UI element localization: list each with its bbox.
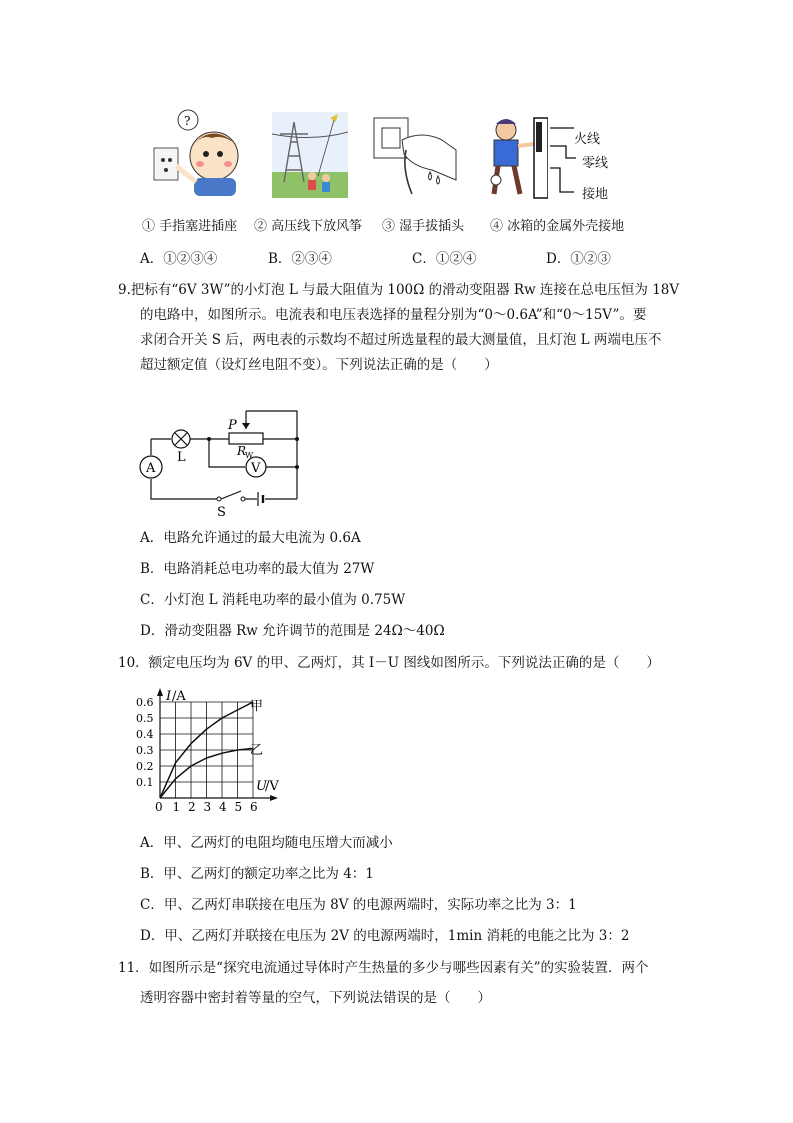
- q10-stem: 10．额定电压均为 6V 的甲、乙两灯，其 I－U 图线如图所示。下列说法正确的是（ ）: [118, 655, 660, 671]
- y-tick-label: 0.6: [136, 696, 154, 709]
- fridge-label-ground: 接地: [582, 187, 609, 202]
- child-socket-illustration: [152, 108, 247, 198]
- slider-label: P: [228, 418, 237, 433]
- svg-text:?: ?: [184, 114, 191, 128]
- x-tick-label: 3: [203, 800, 212, 814]
- series-label-jia: 甲: [250, 699, 264, 714]
- iu-chart: [130, 686, 300, 818]
- q9-option-c: C．小灯泡 L 消耗电功率的最小值为 0.75W: [140, 592, 406, 608]
- q10-option-d: D．甲、乙两灯并联接在电压为 2V 的电源两端时，1min 消耗的电能之比为 3：2: [140, 928, 630, 944]
- q11-stem-line-1: 11．如图所示是“探究电流通过导体时产生热量的多少与哪些因素有关”的实验装置．两个: [118, 960, 649, 976]
- y-axis-unit: /A: [172, 689, 186, 704]
- fridge-label-live: 火线: [574, 132, 601, 147]
- y-axis-var: I: [166, 689, 172, 704]
- q9-stem-line-1: 9.把标有“6V 3W”的小灯泡 L 与最大阻值为 100Ω 的滑动变阻器 Rw 连接在总电压恒为 18V: [118, 282, 680, 298]
- x-tick-label: 5: [234, 800, 243, 814]
- q9-stem-line-4: 超过额定值（设灯丝电阻不变）。下列说法正确的是（ ）: [140, 357, 498, 373]
- q8-option-c: C．①②④: [412, 251, 477, 267]
- q9-option-a: A．电路允许通过的最大电流为 0.6A: [140, 530, 361, 546]
- ammeter-label: A: [146, 461, 156, 476]
- q8-caption-1: ① 手指塞进插座: [142, 219, 238, 234]
- y-tick-label: 0.2: [136, 760, 154, 773]
- q8-option-d: D．①②③: [546, 251, 611, 267]
- fridge-person-illustration: [486, 114, 548, 200]
- x-tick-label: 1: [172, 800, 181, 814]
- q8-caption-2: ② 高压线下放风筝: [254, 219, 363, 234]
- lamp-label: L: [177, 450, 186, 465]
- series-label-yi: 乙: [250, 743, 264, 758]
- q8-caption-4: ④ 冰箱的金属外壳接地: [490, 219, 625, 234]
- rheostat-sub-label: W: [245, 451, 254, 460]
- x-axis-var: U: [256, 779, 267, 794]
- y-tick-label: 0.5: [136, 712, 154, 725]
- x-tick-label: 4: [219, 800, 227, 814]
- q8-option-a: A．①②③④: [140, 251, 218, 267]
- x-axis-unit: /V: [265, 779, 279, 794]
- q10-option-a: A．甲、乙两灯的电阻均随电压增大而减小: [140, 835, 393, 851]
- wet-hand-plug-illustration: [372, 110, 458, 198]
- q10-option-c: C．甲、乙两灯串联接在电压为 8V 的电源两端时，实际功率之比为 3：1: [140, 897, 577, 913]
- q9-option-d: D．滑动变阻器 Rw 允许调节的范围是 24Ω～40Ω: [140, 623, 445, 639]
- y-tick-label: 0.3: [136, 744, 154, 757]
- x-tick-label: 6: [250, 800, 258, 814]
- voltmeter-label: V: [251, 461, 261, 476]
- q9-stem-line-3: 求闭合开关 S 后，两电表的示数均不超过所选量程的最大测量值，且灯泡 L 两端电压不: [140, 332, 662, 348]
- rheostat-label: R: [237, 444, 247, 458]
- q9-circuit-diagram: [135, 395, 310, 520]
- q8-caption-3: ③ 湿手拔插头: [382, 219, 465, 234]
- x-tick-label: 2: [188, 800, 196, 814]
- q9-stem-line-2: 的电路中，如图所示。电流表和电压表选择的量程分别为“0～0.6A”和“0～15V”。要: [140, 307, 647, 323]
- switch-label: S: [217, 505, 226, 520]
- kite-powerline-illustration: [272, 112, 348, 198]
- y-tick-label: 0.4: [136, 728, 154, 741]
- q8-option-b: B．②③④: [268, 251, 332, 267]
- fridge-label-neutral: 零线: [582, 156, 609, 171]
- q10-option-b: B．甲、乙两灯的额定功率之比为 4：1: [140, 866, 374, 882]
- y-tick-label: 0.1: [136, 776, 154, 789]
- x-tick-label: 0: [155, 800, 163, 814]
- q11-stem-line-2: 透明容器中密封着等量的空气，下列说法错误的是（ ）: [140, 990, 491, 1006]
- q9-option-b: B．电路消耗总电功率的最大值为 27W: [140, 561, 375, 577]
